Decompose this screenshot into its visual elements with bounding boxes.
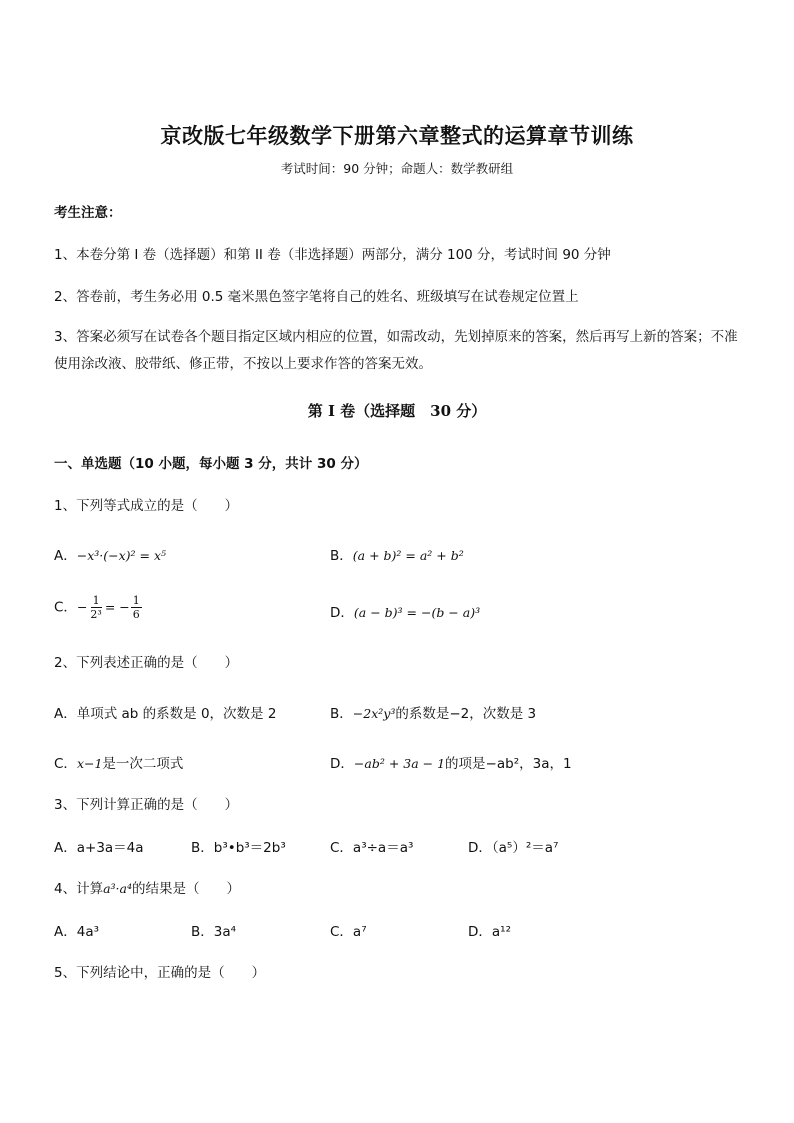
question-2-stem: 2、下列表述正确的是（ ） (54, 655, 239, 671)
math-expression: a³·a⁴ (103, 881, 132, 896)
q2-option-d: D．−ab² + 3a − 1的项是−ab²，3a，1 (330, 756, 572, 772)
option-label: D． (330, 756, 354, 772)
note-item-3: 3、答案必须写在试卷各个题目指定区域内相应的位置，如需改动，先划掉原来的答案，然后再写上新的答案；不准使用涂改液、胶带纸、修正带，不按以上要求作答的答案无效。 (54, 329, 738, 372)
fraction: $\frac{1}{6}$ (132, 594, 140, 621)
exam-info: 考试时间：90 分钟；命题人：数学教研组 (280, 161, 514, 176)
math-expression: −2x²y³ (352, 706, 396, 721)
q4-option-b: B．3a⁴ (191, 924, 237, 940)
option-label: C． (54, 599, 77, 616)
math-expression: (a − b)³ = −(b − a)³ (353, 605, 481, 620)
math-expression: (a + b)² = a² + b² (352, 548, 464, 563)
section-title: 第 I 卷（选择题 30 分） (307, 402, 487, 420)
note-item-1: 1、本卷分第 I 卷（选择题）和第 II 卷（非选择题）两部分，满分 100 分，考试时间 90 分钟 (54, 247, 611, 263)
math-expression: x−1 (76, 756, 103, 771)
option-label: D． (330, 605, 354, 621)
q1-option-d (330, 601, 480, 621)
question-4-stem: 4、计算a³·a⁴的结果是（ ） (54, 881, 240, 897)
q2-option-a: A．单项式 ab 的系数是 0，次数是 2 (54, 706, 277, 722)
q3-option-b: B．b³•b³＝2b³ (191, 840, 286, 856)
q1-option-b (330, 544, 464, 564)
q4-option-a: A．4a³ (54, 924, 100, 940)
q4-option-c: C．a⁷ (330, 924, 367, 940)
option-label: B． (330, 706, 353, 722)
math-expression: −ab² + 3a − 1 (353, 756, 446, 771)
option-label: A． (54, 548, 77, 564)
question-3-stem: 3、下列计算正确的是（ ） (54, 797, 239, 813)
fraction: $\frac{1}{\text{2³}}$ (90, 594, 102, 621)
page-title: 京改版七年级数学下册第六章整式的运算章节训练 (160, 123, 634, 148)
notes-heading: 考生注意： (54, 205, 122, 221)
option-label: B． (330, 548, 353, 564)
question-5-stem: 5、下列结论中，正确的是（ ） (54, 965, 266, 981)
q4-option-d: D．a¹² (468, 924, 511, 940)
q3-option-d: D．（a⁵）²＝a⁷ (468, 840, 559, 856)
option-label: C． (54, 756, 77, 772)
q2-option-b: B．−2x²y³的系数是−2，次数是 3 (330, 706, 537, 722)
q2-option-c: C．x−1是一次二项式 (54, 756, 184, 772)
part-title: 一、单选题（10 小题，每小题 3 分，共计 30 分） (54, 456, 368, 472)
q3-option-c: C．a³÷a＝a³ (330, 840, 414, 856)
question-1-stem: 1、下列等式成立的是（ ） (54, 498, 239, 514)
q1-option-a (54, 544, 166, 564)
q1-option-c: C．− $\frac{1}{\text{2³}}$ = − $\frac{1}{6}$ (54, 594, 140, 621)
math-expression: −x³·(−x)² = x⁵ (76, 548, 167, 563)
q3-option-a: A．a+3a＝4a (54, 840, 144, 856)
note-item-2: 2、答卷前，考生务必用 0.5 毫米黑色签字笔将自己的姓名、班级填写在试卷规定位置上 (54, 289, 579, 305)
